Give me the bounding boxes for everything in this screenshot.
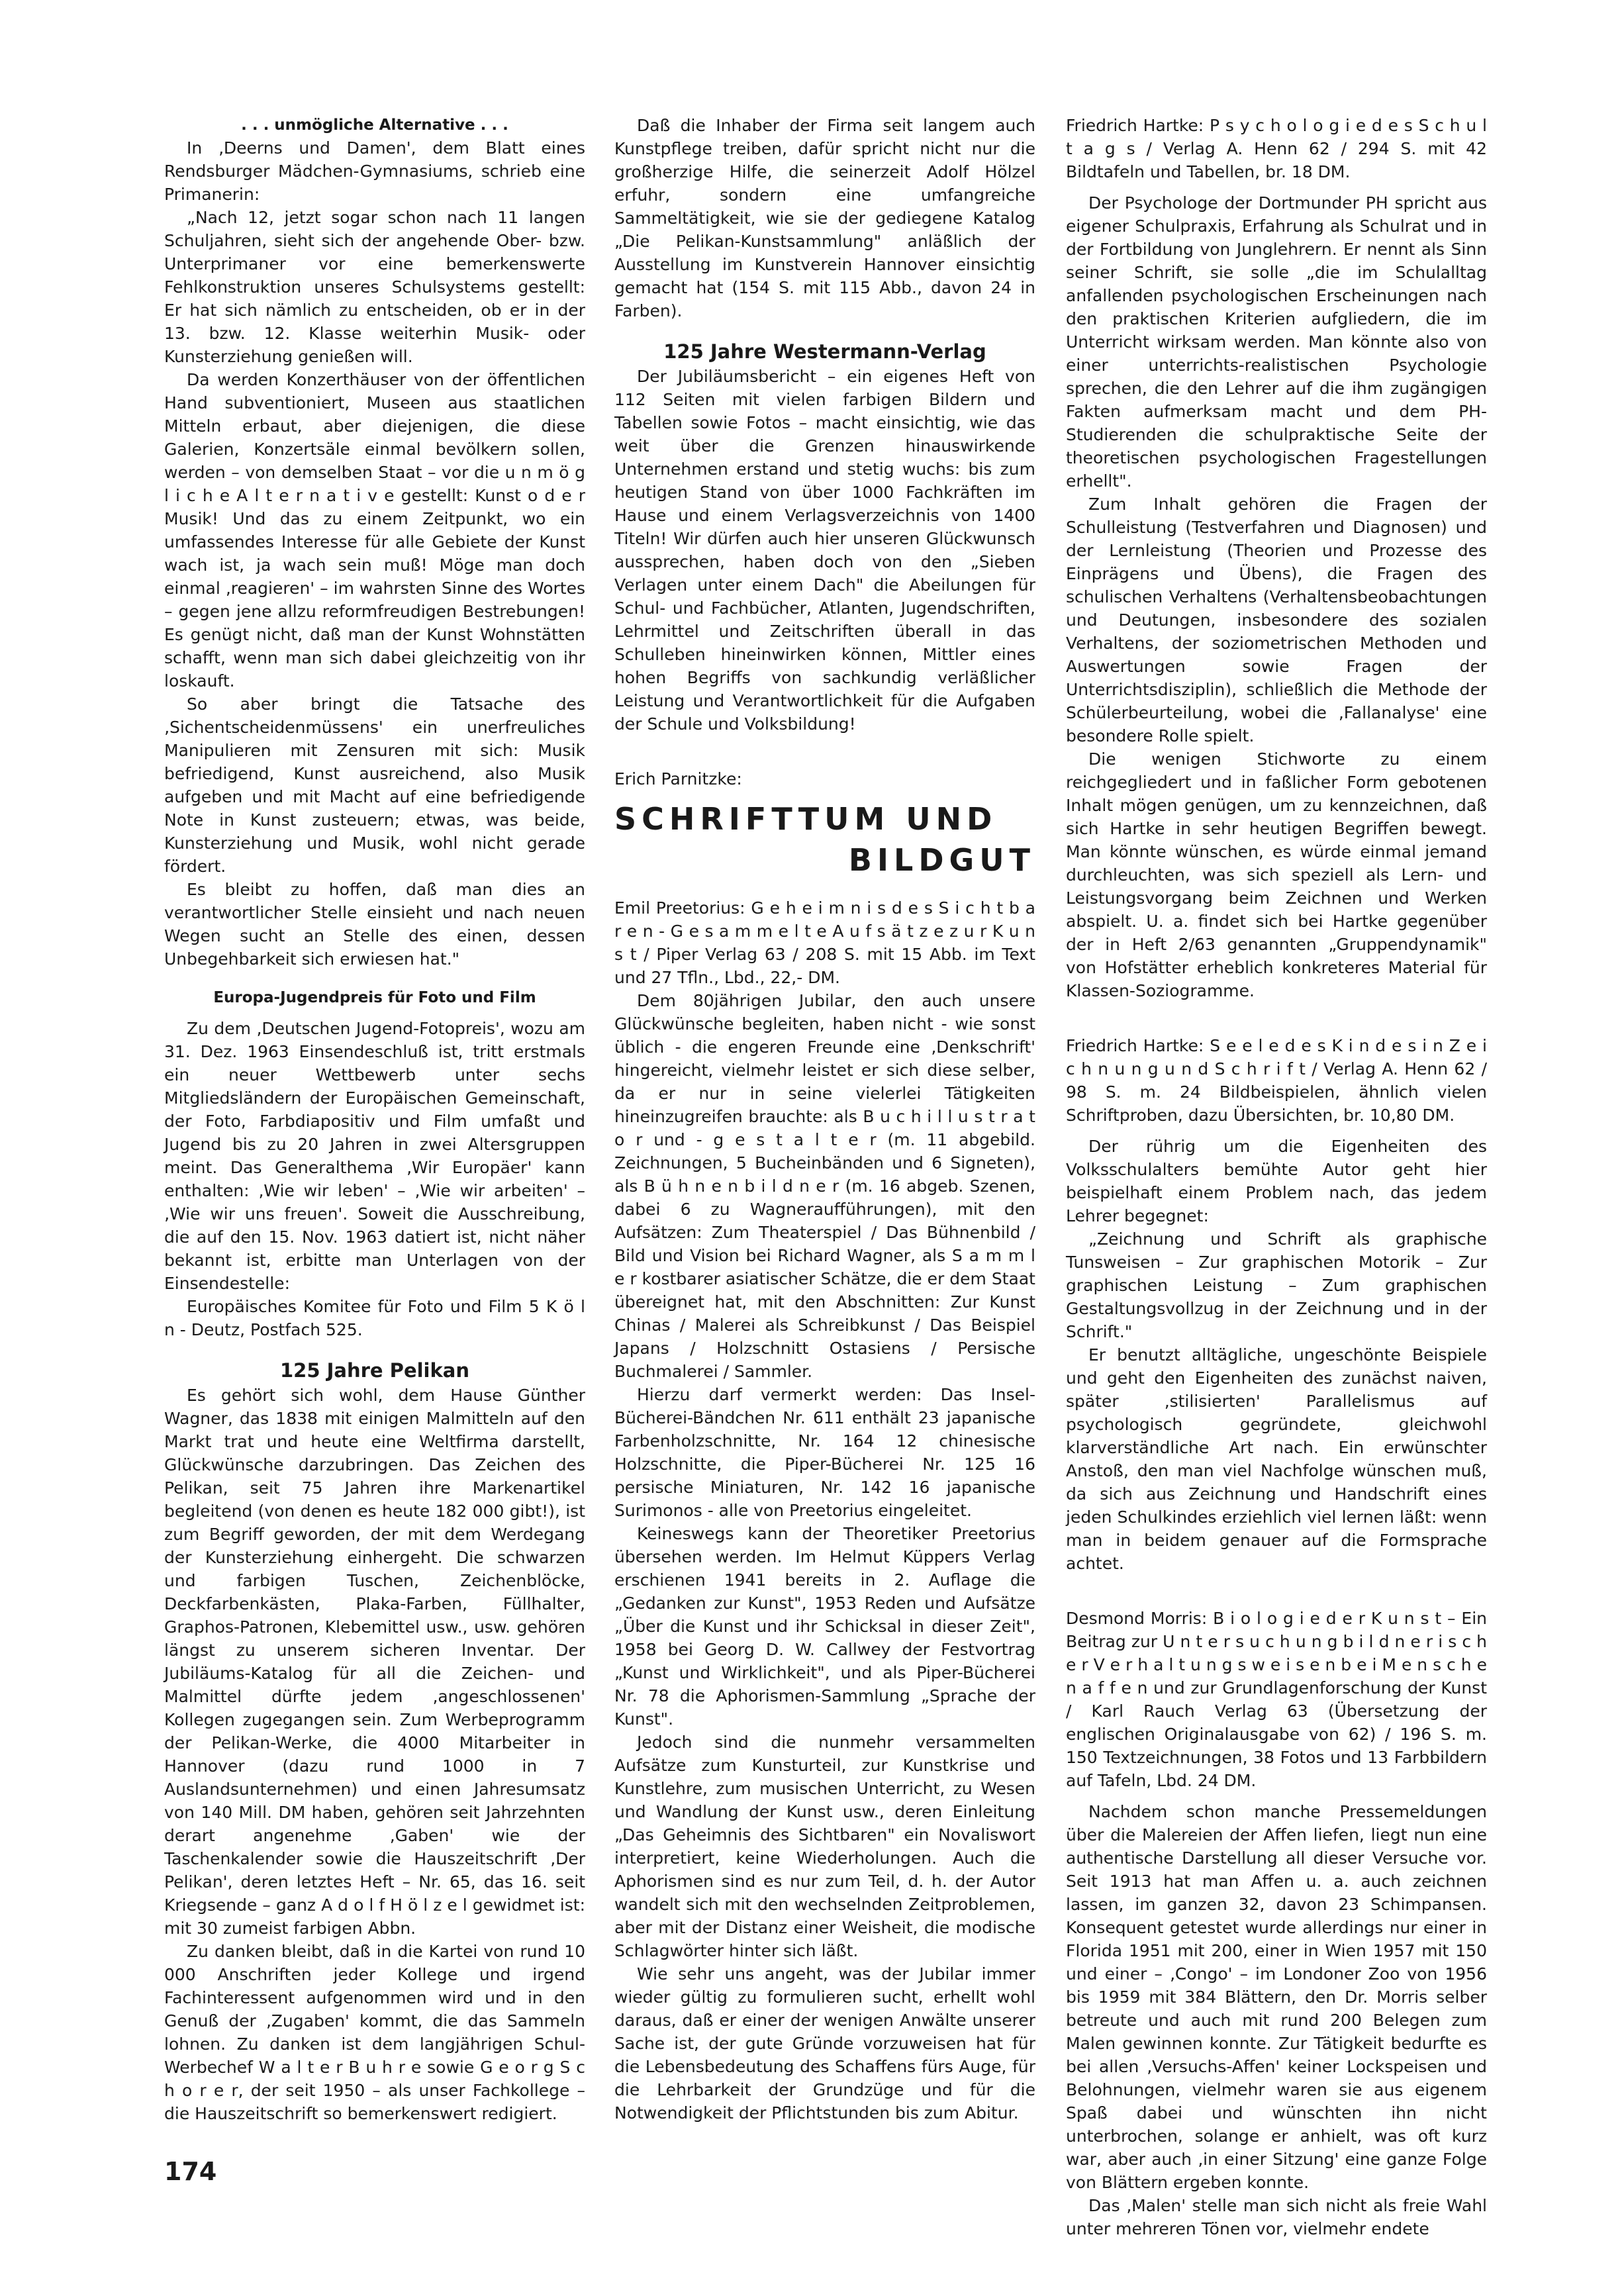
book-reference: Friedrich Hartke: P s y c h o l o g i e d e s S c h u l t a g s / Verlag A. Henn 62 / 294 S. mit 42 Bildtafeln und Tabellen, br. 18 DM. — [1066, 116, 1487, 181]
book-reference: Desmond Morris: B i o l o g i e d e r K u n s t – Ein Beitrag zur U n t e r s u c h u n g b i l d n e r i s c h e r V e r h a l t u n g s w e i s e n b e i M e n s c h e n a f f e n und zur Grundlagenforschung der Kunst / Karl Rauch Verlag 63 (Übersetzung der englischen Originalausgabe von 62) / 196 S. m. 150 Textzeichnungen, 38 Fotos und 13 Farbbildern auf Tafeln, Lbd. 24 DM. — [1066, 1609, 1487, 1790]
article-title-line-2: BILDGUT — [848, 842, 1035, 878]
paragraph: Der Jubiläumsbericht – ein eigenes Heft von 112 Seiten mit vielen farbigen Bildern und Tabellen sowie Fotos – macht einsichtig, wie das weit über die Grenzen hinauswirkende Unternehmen erstand und stetig wuchs: bis zum heutigen Stand von über 1000 Fachkräften im Hause und einem Verlagsverzeichnis von 1400 Titeln! Wir dürfen auch hier unseren Glückwunsch aussprechen, haben doch von den „Sieben Verlagen unter einem Dach" die Abeilungen für Schul- und Fachbücher, Atlanten, Jugendschriften, Lehrmittel und Zeitschriften überall in das Schulleben hineinwirken können, Mittler eines hohen Begriffs von sachkundig verläßlicher Leistung und Verantwortlichkeit für die Aufgaben der Schule und Volksbildung! — [614, 367, 1035, 734]
section-heading-westermann: 125 Jahre Westermann-Verlag — [663, 340, 986, 363]
paragraph: Er benutzt alltägliche, ungeschönte Beispiele und geht den Eigenheiten des zunächst naiven, später ‚stilisierten' Parallelismus auf psychologisch gegründete, gleichwohl klarverständliche Art nach. Ein erwünschter Anstoß, den man viel Nachfolge wünschen muß, da sich aus Zeichnung und Handschrift eines jeden Schulkindes erziehlich viel lernen läßt: wenn man in beidem genauer auf die Formsprache achtet. — [1066, 1345, 1487, 1573]
paragraph: Der Psychologe der Dortmunder PH spricht aus eigener Schulpraxis, Erfahrung als Schulrat und in der Fortbildung von Junglehrern. Er nennt als Sinn seiner Schrift, sie solle „die im Schulalltag anfallenden psychologischen Erscheinungen nach den praktischen Kriterien aufgliedern, die im Unterricht wirksam werden. Man könnte also von einer unterrichts-realistischen Psychologie sprechen, die den Lehrer auf die ihm zugängigen Fakten aufmerksam macht und dem PH-Studierenden die schulpraktische Seite der theoretischen psychologischen Fragestellungen erhellt". — [1066, 193, 1487, 491]
author-line: Erich Parnitzke: — [614, 769, 742, 788]
book-reference: Emil Preetorius: G e h e i m n i s d e s S i c h t b a r e n - G e s a m m e l t e A u f s ä t z e z u r K u n s t / Piper Verlag 63 / 208 S. mit 15 Abb. im Text und 27 Tfln., Lbd., 22,- DM. — [614, 898, 1035, 987]
paragraph: Daß die Inhaber der Firma seit langem auch Kunstpflege treiben, dafür spricht nicht nur die großherzige Hilfe, die seinerzeit Adolf Hölzel erfuhr, sondern eine umfangreiche Sammeltätigkeit, wie sie der gediegene Katalog „Die Pelikan-Kunstsammlung" anläßlich der Ausstellung im Kunstverein Hannover einsichtig gemacht hat (154 S. mit 115 Abb., davon 24 in Farben). — [614, 116, 1035, 320]
article-title-line-1: SCHRIFTTUM UND — [614, 801, 998, 837]
paragraph: Zu danken bleibt, daß in die Kartei von rund 10 000 Anschriften jeder Kollege und irgend Fachinteressent aufgenommen wird und in den Genuß der ‚Zugaben' kommt, die das Sammeln lohnen. Zu danken ist dem langjährigen Schul-Werbechef W a l t e r B u h r e sowie G e o r g S c h o r e r, der seit 1950 – als unser Fachkollege – die Hauszeitschrift so bemerkenswert redigiert. — [164, 1942, 585, 2123]
paragraph: Jedoch sind die nunmehr versammelten Aufsätze zum Kunsturteil, zur Kunstkrise und Kunstlehre, zum musischen Unterricht, zu Wesen und Wandlung der Kunst usw., deren Einleitung „Das Geheimnis des Sichtbaren" ein Novaliswort interpretiert, keine Wiederholungen. Auch die Aphorismen sind es nur zum Teil, d. h. der Autor wandelt sich mit den wechselnden Zeitproblemen, aber mit der Distanz einer Weisheit, die modische Schlagwörter hinter sich läßt. — [614, 1733, 1035, 1960]
column-right — [1066, 114, 1487, 2240]
paragraph: Zu dem ‚Deutschen Jugend-Fotopreis', wozu am 31. Dez. 1963 Einsendeschluß ist, tritt erstmals ein neuer Wettbewerb unter sechs Mitgliedsländern der Europäischen Gemeinschaft, der Foto, Farbdiapositiv und Film umfaßt und Jugend bis zu 20 Jahren in zwei Altersgruppen meint. Das Generalthema ‚Wir Europäer' kann enthalten: ‚Wie wir leben' – ‚Wie wir arbeiten' – ‚Wie wir uns freuen'. Soweit die Ausschreibung, die auf den 15. Nov. 1963 datiert ist, nicht näher bekannt ist, erbitte man Unterlagen von der Einsendestelle: — [164, 1019, 585, 1293]
paragraph: Wie sehr uns angeht, was der Jubilar immer wieder gültig zu formulieren sucht, erhellt wohl daraus, daß er einer der wenigen Anwälte unserer Sache ist, der gute Gründe vorzuweisen hat für die Lebensbedeutung des Schaffens fürs Auge, für die Lehrbarkeit der Grundzüge und für die Notwendigkeit der Pflichtstunden bis zum Abitur. — [614, 1964, 1035, 2123]
paragraph: So aber bringt die Tatsache des ‚Sichentscheidenmüssens' ein unerfreuliches Manipulieren mit Zensuren mit sich: Musik befriedigend, Kunst ausreichend, also Musik aufgeben und mit Macht auf eine befriedigende Note in Kunst zusteuern; etwas, was beide, Kunsterziehung und Musik, wohl nicht gerade fördert. — [164, 694, 585, 876]
paragraph: Dem 80jährigen Jubilar, den auch unsere Glückwünsche begleiten, haben nicht - wie sonst üblich - die engeren Freunde eine ‚Denkschrift' hingereicht, vielmehr leistet er sich diese selber, da er nur in seine vielerlei Tätigkeiten hineinzugreifen brauchte: als B u c h i l l u s t r a t o r und - g e s t a l t e r (m. 11 abgebild. Zeichnungen, 5 Bucheinbänden und 6 Signeten), als B ü h n e n b i l d n e r (m. 16 abgeb. Szenen, dabei 6 zu Wagneraufführungen), mit den Aufsätzen: Zum Theaterspiel / Das Bühnenbild / Bild und Vision bei Richard Wagner, als S a m m l e r kostbarer asiatischer Schätze, die er dem Staat übereignet hat, mit den Abschnitten: Zur Kunst Chinas / Malerei als Schreibkunst / Das Beispiel Japans / Holzschnitt Ostasiens / Persische Buchmalerei / Sammler. — [614, 991, 1035, 1381]
paragraph: Zum Inhalt gehören die Fragen der Schulleistung (Testverfahren und Diagnosen) und der Lernleistung (Theorien und Prozesse des Einprägens und Übens), die Fragen des schulischen Verhaltens (Verhaltensbeobachtungen und Deutungen, insbesondere des sozialen Verhaltens, der soziometrischen Methoden und Auswertungen sowie Fragen der Unterrichtsdisziplin), schließlich die Methode der Schülerbeurteilung, wobei die ‚Fallanalyse' eine besondere Rolle spielt. — [1066, 495, 1487, 745]
page-number: 174 — [164, 2157, 217, 2186]
paragraph: Das ‚Malen' stelle man sich nicht als freie Wahl unter mehreren Tönen vor, vielmehr endete — [1066, 2196, 1487, 2238]
paragraph: Hierzu darf vermerkt werden: Das Insel-Bücherei-Bändchen Nr. 611 enthält 23 japanische Farbenholzschnitte, Nr. 164 12 chinesische Holzschnitte, die Piper-Bücherei Nr. 125 16 persische Miniaturen, Nr. 142 16 japanische Surimonos - alle von Preetorius eingeleitet. — [614, 1385, 1035, 1520]
section-heading-alternative: . . . unmögliche Alternative . . . — [241, 117, 508, 134]
address: Europäisches Komitee für Foto und Film 5 K ö l n - Deutz, Postfach 525. — [164, 1297, 585, 1339]
paragraph: Da werden Konzerthäuser von der öffentlichen Hand subventioniert, Museen aus staatlichen Mitteln erbaut, aber diejenigen, die diese Galerien, Konzertsäle einmal bevölkern sollen, werden – von demselben Staat – vor die u n m ö g l i c h e A l t e r n a t i v e gestellt: Kunst o d e r Musik! Und das zu einem Zeitpunkt, wo ein umfassendes Interesse für alle Gebiete der Kunst wach ist, ja wach sein muß! Möge man doch einmal ‚reagieren' – im wahrsten Sinne des Wortes – gegen jene allzu reformfreudigen Bestrebungen! Es genügt nicht, daß man der Kunst Wohnstätten schafft, wenn man sich dabei gleichzeitig von ihr loskauft. — [164, 370, 585, 691]
book-reference: Friedrich Hartke: S e e l e d e s K i n d e s i n Z e i c h n u n g u n d S c h r i f t / Verlag A. Henn 62 / 98 S. m. 24 Bildbeispielen, ähnlich vielen Schriftproben, dazu Übersichten, br. 10,80 DM. — [1066, 1036, 1487, 1125]
paragraph: Es gehört sich wohl, dem Hause Günther Wagner, das 1838 mit einigen Malmitteln auf den Markt trat und heute eine Weltfirma darstellt, Glückwünsche darzubringen. Das Zeichen des Pelikan, seit 75 Jahren ihre Markenartikel begleitend (von denen es heute 182 000 gibt!), ist zum Begriff geworden, der mit dem Werdegang der Kunsterziehung einhergeht. Die schwarzen und farbigen Tuschen, Zeichenblöcke, Deckfarbenkästen, Plaka-Farben, Füllhalter, Graphos-Patronen, Klebemittel usw., usw. gehören längst zu unserem sicheren Inventar. Der Jubiläums-Katalog für all die Zeichen- und Malmittel dürfte jedem ‚angeschlossenen' Kollegen zugegangen sein. Zum Werbeprogramm der Pelikan-Werke, die 4000 Mitarbeiter in Hannover (dazu rund 1000 in 7 Auslandsunternehmen) und einen Jahresumsatz von 140 Mill. DM haben, gehören seit Jahrzehnten derart angenehme ‚Gaben' wie der Taschenkalender sowie die Hauszeitschrift ‚Der Pelikan', deren letztes Heft – Nr. 65, das 16. seit Kriegsende – ganz A d o l f H ö l z e l gewidmet ist: mit 30 zumeist farbigen Abbn. — [164, 1386, 585, 1938]
quote-paragraph: „Nach 12, jetzt sogar schon nach 11 langen Schuljahren, sieht sich der angehende Ober- bzw. Unterprimaner vor eine bemerkenswerte Fehlkonstruktion unseres Schulsystems gestellt: Er hat sich nämlich zu entscheiden, ob er in der 13. bzw. 12. Klasse weiterhin Musik- oder Kunsterziehung genießen will. — [164, 208, 585, 366]
column-middle — [614, 114, 1035, 2125]
section-heading-pelikan: 125 Jahre Pelikan — [279, 1359, 469, 1382]
paragraph: Keineswegs kann der Theoretiker Preetorius übersehen werden. Im Helmut Küppers Verlag erschienen 1941 bereits in 2. Auflage die „Gedanken zur Kunst", 1953 Reden und Aufsätze „Über die Kunst und ihr Schicksal in dieser Zeit", 1958 bei Georg D. W. Callwey der Festvortrag „Kunst und Wirklichkeit", und als Piper-Bücherei Nr. 78 die Aphorismen-Sammlung „Sprache der Kunst". — [614, 1524, 1035, 1729]
quote-paragraph: „Zeichnung und Schrift als graphische Tunsweisen – Zur graphischen Motorik – Zur graphischen Leistung – Zum graphischen Gestaltungsvollzug in der Zeichnung und in der Schrift." — [1066, 1229, 1487, 1341]
paragraph: Es bleibt zu hoffen, daß man dies an verantwortlicher Stelle einsieht und nach neuen Wegen sucht an Stelle des einen, dessen Unbegehbarkeit sich erwiesen hat." — [164, 880, 585, 969]
paragraph: In ‚Deerns und Damen', dem Blatt eines Rendsburger Mädchen-Gymnasiums, schrieb eine Primanerin: — [164, 138, 585, 204]
column-left — [164, 114, 585, 2125]
paragraph: Die wenigen Stichworte zu einem reichgegliedert und in faßlicher Form gebotenen Inhalt mögen genügen, um zu kennzeichnen, daß sich Hartke in sehr heutigen Begriffen bewegt. Man könnte wünschen, es würde einmal jemand durchleuchten, was sich speziell als Lern- und Leistungsvorgang beim Zeichnen und Werken abspielt. U. a. findet sich bei Hartke gegenüber der in Heft 2/63 genannten „Gruppendynamik" von Hofstätter erheblich konkreteres Material für Klassen-Soziogramme. — [1066, 749, 1487, 1000]
paragraph: Nachdem schon manche Pressemeldungen über die Malereien der Affen liefen, liegt nun eine authentische Darstellung all dieser Versuche vor. Seit 1913 hat man Affen u. a. auch zeichnen lassen, im ganzen 32, davon 23 Schimpansen. Konsequent getestet wurde allerdings nur einer in Florida 1951 mit 200, einer in Wien 1957 mit 150 und einer – ‚Congo' – im Londoner Zoo von 1956 bis 1959 mit 384 Blättern, den Dr. Morris selber betreute und auch mit rund 200 Belegen zum Malen gewinnen konnte. Zur Tätigkeit bedurfte es bei allen ‚Versuchs-Affen' keiner Lockspeisen und Belohnungen, vielmehr waren sie aus eigenem Spaß dabei und wünschten ihn nicht unterbrochen, solange er anhielt, was oft kurz war, aber auch ‚in einer Sitzung' eine ganze Folge von Blättern ergeben konnte. — [1066, 1802, 1487, 2192]
paragraph: Der rührig um die Eigenheiten des Volksschulalters bemühte Autor geht hier beispielhaft einem Problem nach, das jedem Lehrer begegnet: — [1066, 1137, 1487, 1225]
section-heading-europa-jugendpreis: Europa-Jugendpreis für Foto und Film — [213, 989, 536, 1006]
